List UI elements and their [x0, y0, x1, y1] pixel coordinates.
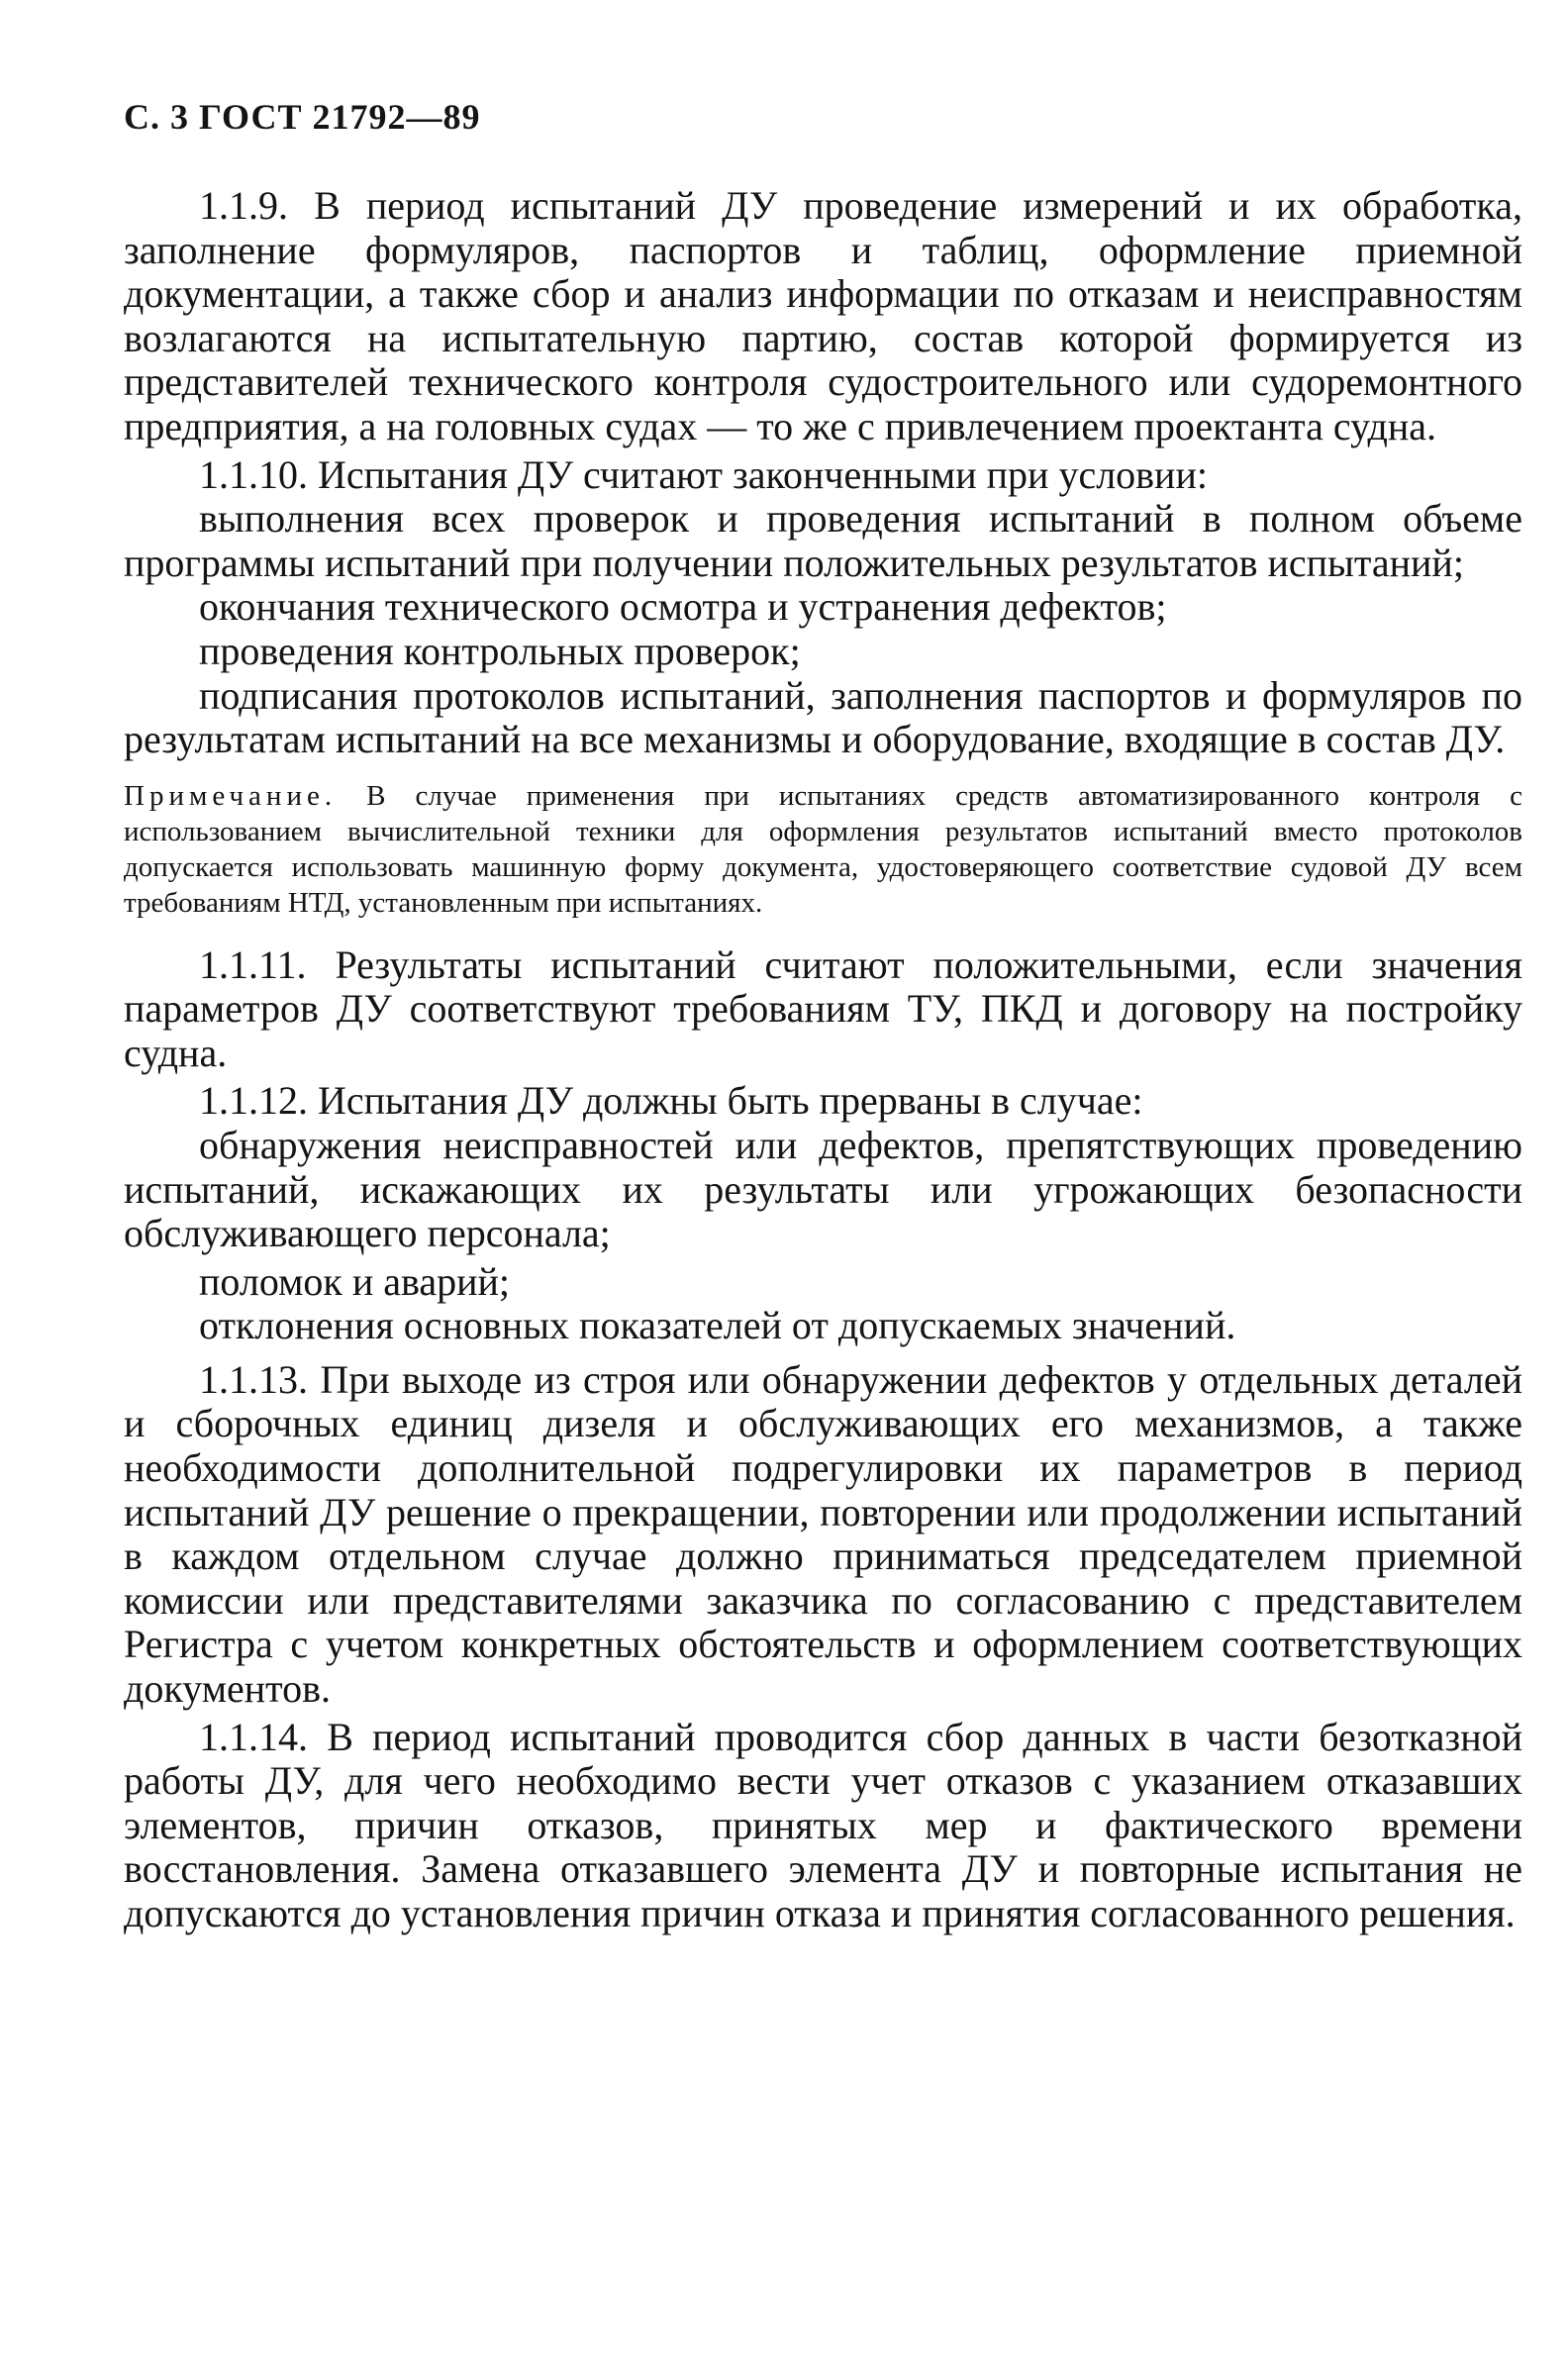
- interrupt-breakdowns: поломок и аварий;: [199, 1258, 511, 1304]
- condition-control-checks: проведения контрольных проверок;: [199, 628, 801, 673]
- paragraph-1-1-12: 1.1.12. Испытания ДУ должны быть прерваны в случае:: [199, 1078, 1143, 1124]
- document-page: [124, 95, 1522, 1936]
- paragraph-1-1-14: 1.1.14. В период испытаний проводится сбор данных в части безотказной работы ДУ, для чего необходимо вести учет отказов с указанием отказавших элементов, причин отказов, принятых мер и фактического времени восстановления. Замена отказавшего элемента ДУ и повторные испытания не допускаются до установления причин отказа и принятия согласованного решения.: [124, 1714, 1522, 1935]
- paragraph-1-1-10: 1.1.10. Испытания ДУ считают законченными при условии:: [199, 451, 1208, 497]
- note-text: В случае применения при испытаниях средств автоматизированного контроля с использованием вычислительной техники для оформления результатов испытаний вместо протоколов допускается использовать машинную форму документа, удостоверяющего соответствие судовой ДУ всем требованиям НТД, установленным при испытаниях.: [124, 779, 1522, 920]
- paragraph-1-1-9: 1.1.9. В период испытаний ДУ проведение измерений и их обработка, заполнение формуляров, паспортов и таблиц, оформление приемной документации, а также сбор и анализ информации по отказам и неисправностям возлагаются на испытательную партию, состав которой формируется из представителей технического контроля судостроительного или судоремонтного предприятия, а на головных судах — то же с привлечением проектанта судна.: [124, 183, 1522, 448]
- paragraph-1-1-11: 1.1.11. Результаты испытаний считают положительными, если значения параметров ДУ соответствуют требованиям ТУ, ПКД и договору на постройку судна.: [124, 941, 1522, 1075]
- interrupt-deviations: отклонения основных показателей от допускаемых значений.: [199, 1303, 1236, 1348]
- interrupt-defects: обнаружения неисправностей или дефектов, препятствующих проведению испытаний, искажающих их результаты или угрожающих безопасности обслуживающего персонала;: [124, 1122, 1522, 1256]
- note-block: [124, 778, 1522, 922]
- condition-protocols: подписания протоколов испытаний, заполнения паспортов и формуляров по результатам испытаний на все механизмы и оборудование, входящие в состав ДУ.: [124, 672, 1522, 762]
- page-header: С. 3 ГОСТ 21792—89: [124, 97, 481, 137]
- note-label: Примечание.: [124, 779, 338, 812]
- condition-inspection: окончания технического осмотра и устранения дефектов;: [199, 584, 1167, 630]
- paragraph-1-1-13: 1.1.13. При выходе из строя или обнаружении дефектов у отдельных деталей и сборочных единиц дизеля и обслуживающих его механизмов, а также необходимости дополнительной подрегулировки их параметров в период испытаний ДУ решение о прекращении, повторении или продолжении испытаний в каждом отдельном случае должно приниматься председателем приемной комиссии или представителями заказчика по согласованию с представителем Регистра с учетом конкретных обстоятельств и оформлением соответствующих документов.: [124, 1356, 1522, 1712]
- condition-all-checks: выполнения всех проверок и проведения испытаний в полном объеме программы испытаний при получении положительных результатов испытаний;: [124, 496, 1522, 585]
